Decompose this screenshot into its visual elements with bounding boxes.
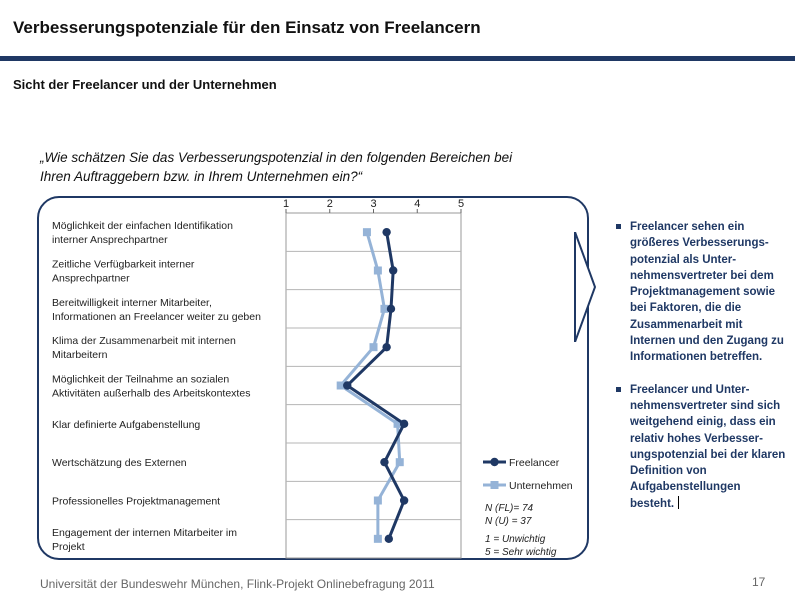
category-label: Professionelles Projektmanagement: [52, 495, 221, 508]
category-label: Wertschätzung des Externen: [52, 457, 187, 470]
category-label: Ansprechpartner: [52, 272, 130, 285]
data-point: [363, 228, 371, 236]
plot-area: [286, 213, 461, 558]
category-label: interner Ansprechpartner: [52, 234, 168, 247]
slide-subtitle: Sicht der Freelancer und der Unternehmen: [13, 77, 277, 92]
page-number: 17: [752, 575, 766, 589]
data-point: [400, 496, 408, 504]
x-tick-label: 5: [457, 198, 465, 210]
category-label: Engagement der internen Mitarbeiter im: [52, 526, 238, 539]
data-point: [389, 266, 397, 274]
chart-note: N (FL)= 74: [485, 503, 534, 514]
finding-text: Freelancer und Unter-nehmensvertreter sind sich weitgehend einig, dass ein relativ hohes Verbesser-ungspotenzial bei der klaren Definition von Aufgabenstellungen besteht.: [630, 383, 786, 510]
data-point: [343, 381, 351, 389]
category-label: Bereitwilligkeit interner Mitarbeiter,: [52, 296, 212, 309]
data-point: [374, 267, 382, 275]
data-point: [370, 343, 378, 351]
chart-note: 5 = Sehr wichtig: [485, 547, 557, 558]
data-point: [385, 535, 393, 543]
category-label: Klima der Zusammenarbeit mit internen: [52, 335, 236, 348]
data-point: [400, 420, 408, 428]
data-point: [382, 343, 390, 351]
slide-title: Verbesserungspotenziale für den Einsatz von Freelancern: [13, 18, 481, 37]
finding-item: [616, 382, 786, 512]
data-point: [396, 458, 404, 466]
bullet-square-icon: [616, 224, 621, 229]
legend-marker: [491, 481, 499, 489]
question-line-2: Ihren Auftraggebern bzw. in Ihrem Unternehmen ein?“: [40, 169, 363, 184]
legend-marker: [490, 458, 498, 466]
legend-label: Freelancer: [509, 457, 560, 469]
x-tick-label: 2: [326, 198, 333, 210]
data-point: [380, 458, 388, 466]
data-point: [387, 305, 395, 313]
x-tick-label: 4: [414, 198, 421, 210]
finding-item: [616, 219, 786, 366]
legend-label: Unternehmen: [509, 480, 573, 492]
data-point: [374, 535, 382, 543]
findings-list: [616, 219, 786, 528]
category-label: Aktivitäten außerhalb des Arbeitskontextes: [52, 387, 251, 400]
category-label: Möglichkeit der einfachen Identifikation: [52, 220, 233, 233]
category-label: Klar definierte Aufgabenstellung: [52, 418, 201, 431]
chart-note: N (U) = 37: [485, 516, 532, 527]
category-label: Zeitliche Verfügbarkeit interner: [52, 258, 195, 271]
question-line-1: „Wie schätzen Sie das Verbesserungspotenzial in den folgenden Bereichen bei: [40, 150, 513, 165]
chart-note: 1 = Unwichtig: [485, 534, 546, 545]
x-tick-label: 3: [370, 198, 377, 210]
category-label: Mitarbeitern: [52, 349, 108, 362]
category-label: Möglichkeit der Teilnahme an sozialen: [52, 373, 230, 386]
bullet-square-icon: [616, 387, 621, 392]
category-label: Projekt: [52, 540, 85, 553]
data-point: [374, 497, 382, 505]
x-tick-label: 1: [282, 198, 290, 210]
data-point: [382, 228, 390, 236]
footer-source: Universität der Bundeswehr München, Flink-Projekt Onlinebefragung 2011: [40, 577, 435, 591]
arrow-right-icon: [574, 232, 596, 342]
series-line: [347, 232, 404, 539]
category-label: Informationen an Freelancer weiter zu geben: [52, 310, 261, 323]
finding-text: Freelancer sehen ein größeres Verbesserungs-potenzial als Unter-nehmensvertreter bei dem Projektmanagement sowie bei Faktoren, die die Zusammenarbeit mit Internen und den Zugang zu Informationen betreffen.: [630, 221, 784, 364]
